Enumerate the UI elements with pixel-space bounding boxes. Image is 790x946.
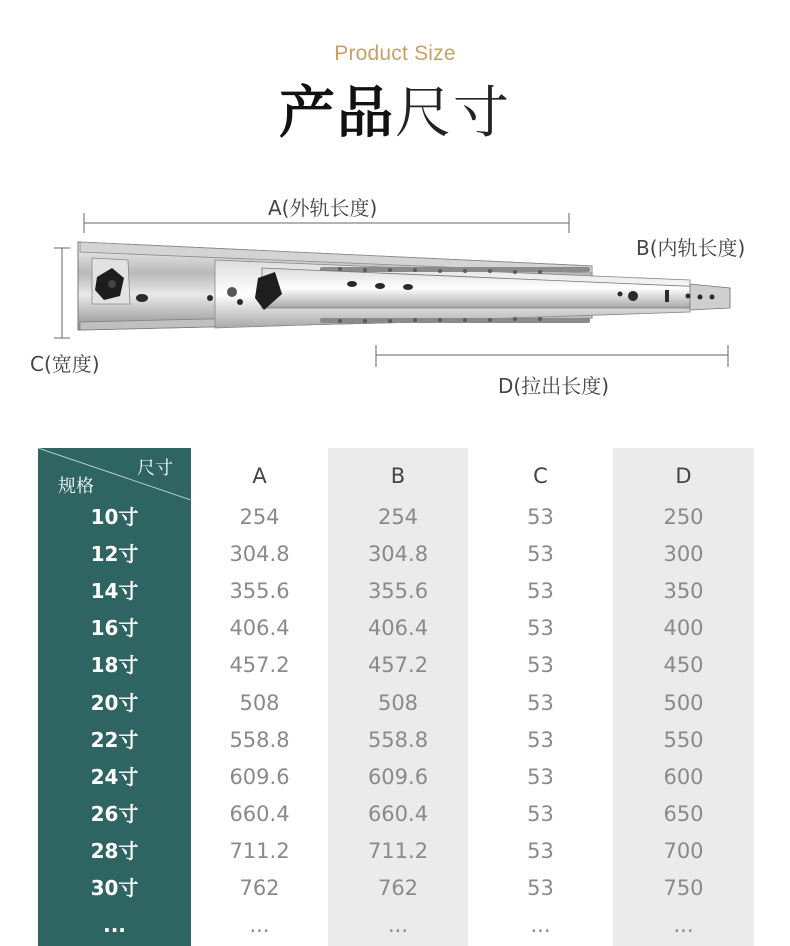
table-cell-c: 53 bbox=[527, 653, 554, 678]
dimension-c-label: C(宽度) bbox=[30, 352, 100, 376]
table-row-spec: 12寸 bbox=[90, 542, 139, 567]
table-cell-b: 254 bbox=[377, 505, 419, 529]
table-cell-d: 650 bbox=[663, 801, 704, 826]
table-cell-b: 558.8 bbox=[367, 727, 429, 752]
table-cell-b: 508 bbox=[377, 690, 419, 715]
table-cell-a: 406.4 bbox=[229, 616, 290, 641]
table-cell-d: 600 bbox=[663, 764, 704, 789]
table-row-spec: 24寸 bbox=[90, 764, 139, 789]
table-cell-a: 508 bbox=[239, 690, 280, 715]
table-cell-c: ... bbox=[530, 913, 551, 938]
table-cell-a: 660.4 bbox=[229, 801, 290, 826]
table-cell-d: 750 bbox=[663, 876, 704, 900]
column-a bbox=[191, 448, 328, 946]
dimension-b-label: B(内轨长度) bbox=[636, 236, 746, 260]
table-row-spec: 20寸 bbox=[90, 690, 139, 715]
dimension-a-label: A(外轨长度) bbox=[268, 196, 378, 220]
header-subtitle: Product Size bbox=[334, 42, 456, 65]
table-cell-d: 700 bbox=[663, 838, 704, 863]
column-header-a: A bbox=[252, 464, 267, 488]
table-cell-a: 609.6 bbox=[229, 764, 290, 789]
table-cell-d: 550 bbox=[663, 727, 704, 752]
table-corner-cell bbox=[38, 448, 191, 500]
page-title-bold: 产品 bbox=[279, 81, 395, 146]
table-cell-d: 450 bbox=[663, 653, 704, 678]
table-cell-d: ... bbox=[673, 913, 694, 938]
spec-column bbox=[38, 448, 191, 946]
table-cell-a: 711.2 bbox=[229, 838, 290, 863]
table-cell-a: 457.2 bbox=[229, 653, 290, 678]
table-cell-c: 53 bbox=[527, 838, 554, 863]
table-cell-c: 53 bbox=[527, 542, 554, 567]
table-row-spec: 18寸 bbox=[90, 653, 139, 678]
table-cell-a: ... bbox=[249, 913, 270, 938]
table-cell-b: 355.6 bbox=[367, 579, 429, 604]
table-cell-c: 53 bbox=[527, 505, 554, 529]
table-cell-c: 53 bbox=[527, 727, 554, 752]
column-header-b: B bbox=[390, 464, 406, 488]
spec-table bbox=[38, 448, 754, 946]
table-cell-d: 250 bbox=[663, 505, 704, 529]
column-c bbox=[468, 448, 613, 946]
table-cell-b: 711.2 bbox=[367, 838, 429, 863]
table-row-spec: 28寸 bbox=[90, 838, 139, 863]
column-header-d: D bbox=[675, 464, 692, 488]
slide-rail-illustration bbox=[0, 180, 790, 410]
table-row-spec: 30寸 bbox=[90, 876, 139, 900]
page-title-light: 尺寸 bbox=[395, 81, 511, 146]
table-cell-d: 300 bbox=[663, 542, 704, 567]
table-cell-b: 457.2 bbox=[367, 653, 429, 678]
table-cell-a: 355.6 bbox=[229, 579, 290, 604]
table-row-spec: 16寸 bbox=[90, 616, 139, 641]
table-row-spec: 22寸 bbox=[90, 727, 139, 752]
table-cell-a: 558.8 bbox=[229, 727, 290, 752]
table-cell-c: 53 bbox=[527, 616, 554, 641]
page-title bbox=[0, 78, 790, 150]
table-cell-d: 350 bbox=[663, 579, 704, 604]
table-cell-b: 304.8 bbox=[367, 542, 429, 567]
table-cell-c: 53 bbox=[527, 764, 554, 789]
corner-spec-label: 规格 bbox=[58, 476, 94, 497]
table-row-spec: 14寸 bbox=[90, 579, 139, 604]
column-d bbox=[613, 448, 754, 946]
table-cell-b: 660.4 bbox=[367, 801, 429, 826]
table-cell-c: 53 bbox=[527, 579, 554, 604]
table-cell-b: 406.4 bbox=[367, 616, 429, 641]
table-row-spec: ... bbox=[103, 913, 126, 938]
table-cell-b: 609.6 bbox=[367, 764, 429, 789]
table-cell-d: 500 bbox=[663, 690, 704, 715]
table-cell-a: 254 bbox=[239, 505, 280, 529]
table-cell-b: 762 bbox=[377, 876, 419, 900]
corner-size-label: 尺寸 bbox=[137, 458, 173, 479]
table-cell-b: ... bbox=[387, 913, 409, 938]
column-header-c: C bbox=[533, 464, 548, 488]
column-b bbox=[328, 448, 468, 946]
table-cell-a: 304.8 bbox=[229, 542, 290, 567]
table-cell-a: 762 bbox=[239, 876, 280, 900]
slide-rail-drawing bbox=[0, 180, 790, 410]
dimension-d-label: D(拉出长度) bbox=[498, 374, 610, 398]
table-cell-c: 53 bbox=[527, 801, 554, 826]
table-cell-d: 400 bbox=[663, 616, 704, 641]
table-row-spec: 26寸 bbox=[90, 801, 139, 826]
table-cell-c: 53 bbox=[527, 690, 554, 715]
table-row-spec: 10寸 bbox=[90, 505, 139, 529]
table-cell-c: 53 bbox=[527, 876, 554, 900]
